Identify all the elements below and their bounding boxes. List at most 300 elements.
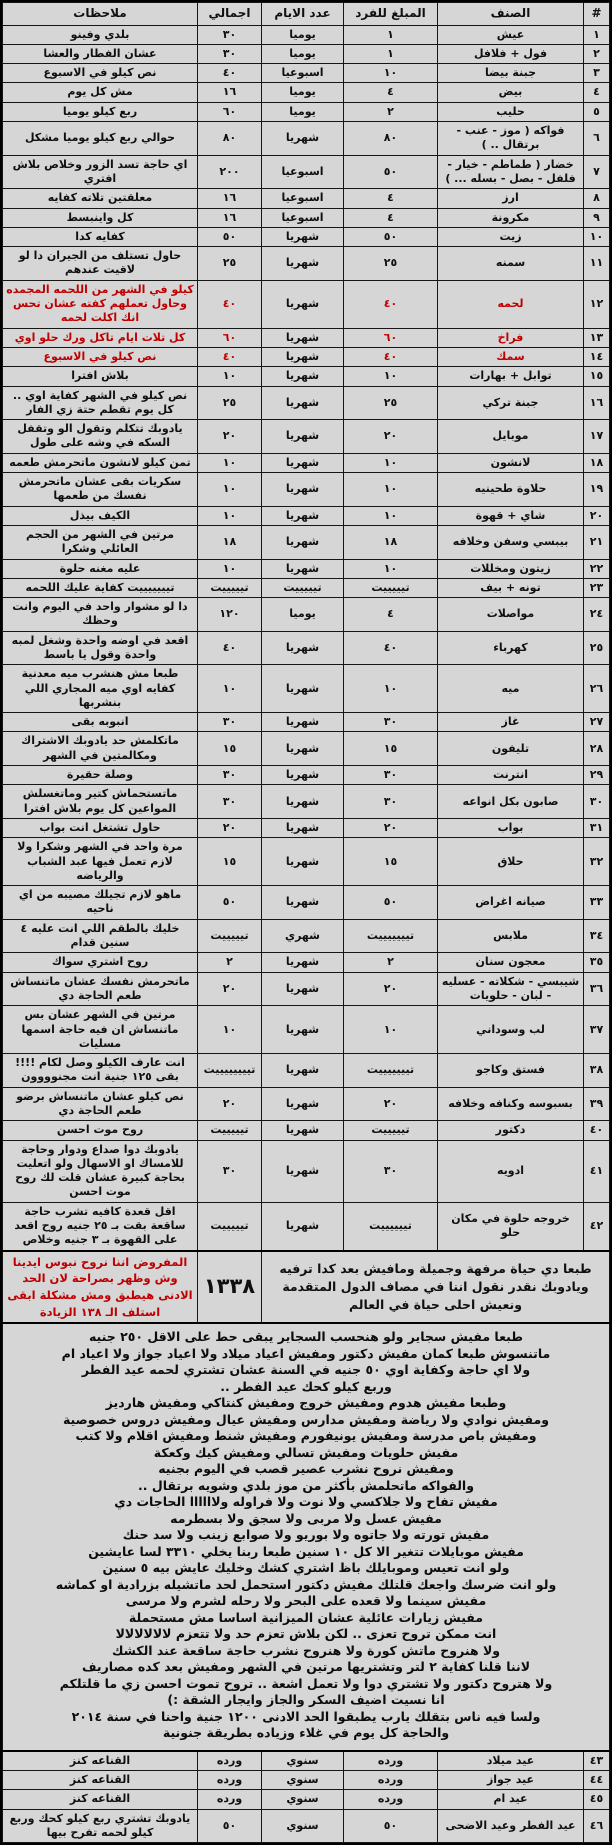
row-number: ١٥ [584, 367, 610, 386]
total-value: ١٢٠ [198, 598, 262, 632]
notes-text: القناعه كنز [3, 1751, 198, 1771]
commentary-line: والفواكه ماتحلمش بأكثر من موز بلدي وشويه برتقال .. [138, 1477, 474, 1493]
item-name: موبايل [438, 420, 584, 454]
frequency-value: شهريا [262, 473, 344, 507]
row-number: ١٨ [584, 453, 610, 472]
budget-row [3, 1121, 610, 1140]
col-header-item: الصنف [438, 3, 584, 26]
total-value: ٣٠ [198, 713, 262, 732]
frequency-value: شهريا [262, 347, 344, 366]
row-number: ٥ [584, 102, 610, 121]
total-value: ٢٠٠ [198, 155, 262, 189]
total-value: ٨٠ [198, 122, 262, 156]
commentary-line: ولا هتروح دكتور ولا تشتري دوا ولا تعمل اشعة .. تروح تموت احسن زي ما قلتلكم [59, 1675, 553, 1691]
row-number: ٢ [584, 44, 610, 63]
frequency-value: سنوي [262, 1751, 344, 1771]
item-name: عيد جواز [438, 1771, 584, 1790]
row-number: ٢٦ [584, 665, 610, 713]
frequency-value: يوميا [262, 102, 344, 121]
item-name: سمك [438, 347, 584, 366]
notes-text: الكيف بيذل [3, 506, 198, 525]
total-value: ١٥ [198, 732, 262, 766]
notes-text: كيلو في الشهر من اللحمه المجمده وحاول تعملهم كفته عشان تحس انك اكلت لحمه [3, 280, 198, 328]
notes-text: كل واينبسط [3, 208, 198, 227]
frequency-value: شهريا [262, 247, 344, 281]
frequency-value: شهريا [262, 420, 344, 454]
frequency-value: شهريا [262, 953, 344, 972]
item-name: معجون سنان [438, 953, 584, 972]
item-name: شاي + قهوة [438, 506, 584, 525]
notes-text: روح موت احسن [3, 1121, 198, 1140]
amount-per-person-value: ٦٠ [344, 328, 438, 347]
frequency-value: شهريا [262, 766, 344, 785]
item-name: ادويه [438, 1140, 584, 1202]
budget-row [3, 838, 610, 886]
notes-text: نص كيلو في الشهر كفاية اوي .. كل يوم تقطم حتة زي الفار [3, 386, 198, 420]
notes-text: اقعد في اوضه واحدة وشغل لمبه واحدة وقول يا باسط [3, 631, 198, 665]
amount-per-person-value: ٣٠ [344, 1140, 438, 1202]
commentary-line: مفيش حلويات ومفيش تسالي ومفيش كيك وكعكة [153, 1444, 459, 1460]
notes-text: ماتحرمش نفسك عشان ماتنساش طعم الحاجة دي [3, 972, 198, 1006]
item-name: ملابس [438, 919, 584, 953]
budget-row [3, 227, 610, 246]
item-name: تليفون [438, 732, 584, 766]
frequency-value: شهريا [262, 886, 344, 920]
amount-per-person-value: ٥٠ [344, 886, 438, 920]
amount-per-person-value: ٥٠ [344, 155, 438, 189]
commentary-line: انت ممكن تروح تعزى .. لكن بلاش تعزم حد ولا تتعزم لالالالالالا [115, 1626, 497, 1642]
grand-total: ١٣٣٨ [198, 1251, 262, 1324]
amount-per-person-value: ٥٠ [344, 227, 438, 246]
commentary-line: ولسا فيه ناس بتقلك يارب يطبقوا الحد الادنى ١٢٠٠ جنية واحنا في سنة ٢٠١٤ [71, 1708, 541, 1724]
summary-warning: المفروض اننا نروح نبوس ايدينا وش وظهر بصراحة لان الحد الادنى هيطبق ومش مشكلة ابقى استلف الـ ١٣٨ الزيادة [3, 1251, 198, 1324]
col-header-days-count: عدد الايام [262, 3, 344, 26]
item-name: صيانه اغراض [438, 886, 584, 920]
amount-per-person-value: ورده [344, 1771, 438, 1790]
budget-row [3, 665, 610, 713]
notes-text: وصلة حقيرة [3, 766, 198, 785]
row-number: ٤٦ [584, 1809, 610, 1843]
row-number: ١٠ [584, 227, 610, 246]
item-name: مواصلات [438, 598, 584, 632]
notes-text: نص كيلو عشان ماتنساش برضو طعم الحاجة دي [3, 1087, 198, 1121]
total-value: ٦٠ [198, 102, 262, 121]
row-number: ٢٣ [584, 578, 610, 597]
item-name: صابون بكل انواعه [438, 785, 584, 819]
budget-table [2, 2, 610, 1843]
total-value: ٢ [198, 953, 262, 972]
total-value: تيييييت [198, 578, 262, 597]
budget-row [3, 83, 610, 102]
total-value: ٥٠ [198, 227, 262, 246]
frequency-value: سنوي [262, 1809, 344, 1843]
frequency-value: يوميا [262, 25, 344, 44]
amount-per-person-value: ٢٠ [344, 420, 438, 454]
amount-per-person-value: ٤٠ [344, 631, 438, 665]
row-number: ٦ [584, 122, 610, 156]
budget-row [3, 559, 610, 578]
budget-row [3, 1087, 610, 1121]
frequency-value: شهريا [262, 122, 344, 156]
amount-per-person-value: ١٥ [344, 732, 438, 766]
item-name: عيد ميلاد [438, 1751, 584, 1771]
commentary-line: طبعا مفيش سجاير ولو هنحسب السجاير يبقى حط على الاقل ٢٥٠ جنيه [88, 1329, 524, 1345]
notes-text: حاول تستلف من الجيران دا لو لاقيت عندهم [3, 247, 198, 281]
amount-per-person-value: ٤ [344, 208, 438, 227]
total-value: ٣٠ [198, 25, 262, 44]
item-name: تونه + بيف [438, 578, 584, 597]
row-number: ٢٢ [584, 559, 610, 578]
budget-row [3, 953, 610, 972]
budget-row [3, 818, 610, 837]
budget-row [3, 1140, 610, 1202]
item-name: فستق وكاجو [438, 1054, 584, 1088]
notes-text: كفايه كدا [3, 227, 198, 246]
budget-row [3, 155, 610, 189]
row-number: ٣٩ [584, 1087, 610, 1121]
budget-row [3, 208, 610, 227]
item-name: مكرونة [438, 208, 584, 227]
total-value: ٤٠ [198, 347, 262, 366]
summary-statement: طبعا دي حياة مرفهة وجميلة ومافيش بعد كدا ترفيه ويادوبك نقدر نقول اننا في مصاف الدول المتقدمة ونعيش احلى حياة في العالم [262, 1251, 610, 1324]
item-name: زيتون ومخللات [438, 559, 584, 578]
commentary-row [3, 1323, 610, 1751]
frequency-value: شهريا [262, 328, 344, 347]
amount-per-person-value: ٨٠ [344, 122, 438, 156]
notes-text: انت عارف الكيلو وصل لكام !!!! بقى ١٢٥ جنية انت مجنوووون [3, 1054, 198, 1088]
row-number: ١٧ [584, 420, 610, 454]
frequency-value: شهريا [262, 1121, 344, 1140]
row-number: ٢٩ [584, 766, 610, 785]
row-number: ٢٠ [584, 506, 610, 525]
total-value: ١٥ [198, 838, 262, 886]
budget-row [3, 972, 610, 1006]
amount-per-person-value: ١ [344, 44, 438, 63]
total-value: ٥٠ [198, 1809, 262, 1843]
col-header-notes: ملاحظات [3, 3, 198, 26]
budget-row [3, 247, 610, 281]
notes-text: ربع كيلو يوميا [3, 102, 198, 121]
frequency-value: شهريا [262, 838, 344, 886]
notes-text: نص كيلو في الاسبوع [3, 64, 198, 83]
notes-text: عشان الفطار والعشا [3, 44, 198, 63]
budget-row [3, 1006, 610, 1054]
amount-per-person-value: ١٠ [344, 473, 438, 507]
budget-row [3, 766, 610, 785]
row-number: ١ [584, 25, 610, 44]
total-value: ٢٠ [198, 420, 262, 454]
commentary-line: مفيش موبايلات تتغير الا كل ١٠ سنين طبعا ربنا يخلي ٣٣١٠ لسا عايشين [88, 1543, 524, 1559]
commentary-line: والحاجة كل يوم في غلاء وزياده بطريقة جنونية [162, 1725, 450, 1741]
commentary-line: ومفيش باص مدرسة ومفيش يونيفورم ومفيش شنط ومفيش اقلام ولا كتب [75, 1428, 537, 1444]
notes-text: طبعا مش هنشرب ميه معدنية كفايه اوي ميه المجاري اللي بنشربها [3, 665, 198, 713]
budget-row [3, 1054, 610, 1088]
amount-per-person-value: ٣٠ [344, 713, 438, 732]
total-value: ١٠ [198, 559, 262, 578]
notes-text: تمن كيلو لانشون ماتحرمش طعمه [3, 453, 198, 472]
row-number: ٣١ [584, 818, 610, 837]
item-name: حلاق [438, 838, 584, 886]
frequency-value: شهريا [262, 665, 344, 713]
total-value: ١٨ [198, 525, 262, 559]
notes-text: بلاش افترا [3, 367, 198, 386]
notes-text: كل تلات ايام تاكل ورك حلو اوي [3, 328, 198, 347]
total-value: ١٦ [198, 189, 262, 208]
row-number: ٣٧ [584, 1006, 610, 1054]
total-value: تييييييييت [198, 1054, 262, 1088]
budget-row [3, 102, 610, 121]
item-name: حلاوة طحينيه [438, 473, 584, 507]
notes-text: مرتين في الشهر من الحجم العائلي وشكرا [3, 525, 198, 559]
total-value: ١٠ [198, 367, 262, 386]
amount-per-person-value: ١٨ [344, 525, 438, 559]
total-value: ١٦ [198, 83, 262, 102]
frequency-value: شهريا [262, 453, 344, 472]
amount-per-person-value: ٤ [344, 189, 438, 208]
commentary-line: مفيش تفاح ولا جلاكسي ولا نوت ولا فراوله ولاااااا الحاجات دي [114, 1494, 498, 1510]
budget-row-annual [3, 1771, 610, 1790]
amount-per-person-value: ١٠ [344, 453, 438, 472]
row-number: ٤٥ [584, 1790, 610, 1809]
notes-text: حوالي ربع كيلو يوميا مشكل [3, 122, 198, 156]
notes-text: مرتين في الشهر عشان بس ماتنساش ان فيه حاجة اسمها مسليات [3, 1006, 198, 1054]
notes-text: روح اشتري سواك [3, 953, 198, 972]
frequency-value: شهريا [262, 386, 344, 420]
amount-per-person-value: ١٠ [344, 506, 438, 525]
amount-per-person-value: ورده [344, 1751, 438, 1771]
row-number: ١١ [584, 247, 610, 281]
frequency-value: شهريا [262, 1140, 344, 1202]
col-header-number: # [584, 3, 610, 26]
row-number: ٣٣ [584, 886, 610, 920]
amount-per-person-value: ١٠ [344, 1006, 438, 1054]
commentary-block [3, 1323, 610, 1751]
budget-row [3, 420, 610, 454]
amount-per-person-value: ٢٠ [344, 972, 438, 1006]
amount-per-person-value: تييييييت [344, 1202, 438, 1250]
commentary-line: مفيش زيارات عائلية عشان الميزانية اساسا مش مستحملة [128, 1609, 484, 1625]
amount-per-person-value: ١٠ [344, 64, 438, 83]
notes-text: اقل قعدة كافيه تشرب حاجة ساقعة بقت بـ ٢٥ جنيه روح اقعد على القهوة بـ ٣ جنيه وخلاص [3, 1202, 198, 1250]
row-number: ٢٥ [584, 631, 610, 665]
frequency-value: اسبوعيا [262, 189, 344, 208]
amount-per-person-value: ورده [344, 1790, 438, 1809]
total-value: ٢٠ [198, 972, 262, 1006]
amount-per-person-value: ٢ [344, 953, 438, 972]
header-row [3, 3, 610, 26]
budget-row [3, 631, 610, 665]
item-name: دكتور [438, 1121, 584, 1140]
frequency-value: شهريا [262, 367, 344, 386]
commentary-line: ماتنسوش طبعا كمان مفيش دكتور ومفيش اعياد ميلاد ولا اعياد جواز ولا اعياد ام [61, 1345, 551, 1361]
amount-per-person-value: ١٥ [344, 838, 438, 886]
total-value: تيييييت [198, 1121, 262, 1140]
item-name: بيبسي وسفن وخلافه [438, 525, 584, 559]
frequency-value: يوميا [262, 83, 344, 102]
frequency-value: شهريا [262, 732, 344, 766]
amount-per-person-value: تيييييت [344, 578, 438, 597]
notes-text: مش كل يوم [3, 83, 198, 102]
row-number: ٢١ [584, 525, 610, 559]
budget-row [3, 525, 610, 559]
row-number: ٣٦ [584, 972, 610, 1006]
total-value: ورده [198, 1771, 262, 1790]
frequency-value: سنوي [262, 1771, 344, 1790]
item-name: فواكه ( موز - عنب - برتقال .. ) [438, 122, 584, 156]
frequency-value: شهريا [262, 227, 344, 246]
item-name: حليب [438, 102, 584, 121]
row-number: ٩ [584, 208, 610, 227]
commentary-line: انا نسيت اضيف السكر والجاز وايجار الشقة :) [167, 1692, 445, 1708]
total-value: ٣٠ [198, 785, 262, 819]
notes-text: دا لو مشوار واحد في اليوم وانت وحظك [3, 598, 198, 632]
total-value: ٤٠ [198, 64, 262, 83]
notes-text: بلدي وفينو [3, 25, 198, 44]
row-number: ٣٤ [584, 919, 610, 953]
item-name: خضار ( طماطم - خيار - فلفل - بصل - بسله ... ) [438, 155, 584, 189]
notes-text: يادوبك تشتري ربع كيلو كحك وربع كيلو لحمه تفرح بيها [3, 1809, 198, 1843]
summary-and-commentary-body [3, 1251, 610, 1751]
item-name: عيد ام [438, 1790, 584, 1809]
row-number: ٢٨ [584, 732, 610, 766]
row-number: ٤٢ [584, 1202, 610, 1250]
total-value: تيييييت [198, 1202, 262, 1250]
total-value: ٥٠ [198, 886, 262, 920]
notes-text: مرة واحد في الشهر وشكرا ولا لازم تعمل فيها عبد الشباب والرياضه [3, 838, 198, 886]
frequency-value: شهريا [262, 713, 344, 732]
budget-row [3, 189, 610, 208]
frequency-value: شهريا [262, 559, 344, 578]
amount-per-person-value: ٢٥ [344, 247, 438, 281]
commentary-line: ولا اي حاجة وكفاية اوي ٥٠ جنيه في السنة عشان تشتري لحمه عيد الفطر [81, 1362, 531, 1378]
total-value: ٣٠ [198, 44, 262, 63]
col-header-amount-per-person: المبلغ للفرد [344, 3, 438, 26]
frequency-value: شهريا [262, 280, 344, 328]
amount-per-person-value: تيييييييت [344, 1054, 438, 1088]
item-name: فراخ [438, 328, 584, 347]
item-name: جبنة تركي [438, 386, 584, 420]
budget-row [3, 25, 610, 44]
frequency-value: شهريا [262, 785, 344, 819]
row-number: ١٤ [584, 347, 610, 366]
notes-text: يادوبك تتكلم وتقول الو وتقفل السكه في وشه على طول [3, 420, 198, 454]
amount-per-person-value: ٤٠ [344, 280, 438, 328]
total-value: ٢٠ [198, 1087, 262, 1121]
total-value: تيييييت [198, 919, 262, 953]
frequency-value: سنوي [262, 1790, 344, 1809]
row-number: ٤ [584, 83, 610, 102]
budget-row-annual [3, 1790, 610, 1809]
item-name: جبنة بيضا [438, 64, 584, 83]
item-name: لحمه [438, 280, 584, 328]
total-value: ١٠ [198, 1006, 262, 1054]
budget-row [3, 713, 610, 732]
commentary-line: وطبعا مفيش هدوم ومفيش خروج ومفيش كنتاكي ومفيش هارديز [105, 1395, 507, 1411]
amount-per-person-value: ٢٠ [344, 1087, 438, 1121]
commentary-line: ولو انت تعيس وموبايلك باظ اشتري كشك وخليك عايش بيه ٥ سنين [102, 1560, 510, 1576]
amount-per-person-value: ٤ [344, 83, 438, 102]
row-number: ٤٤ [584, 1771, 610, 1790]
frequency-value: يوميا [262, 44, 344, 63]
frequency-value: شهري [262, 919, 344, 953]
frequency-value: شهريا [262, 1202, 344, 1250]
commentary-line: ومفيش نوادي ولا رياضة ومفيش مدارس ومفيش عيال ومفيش دروس خصوصية [62, 1411, 550, 1427]
item-name: سمنه [438, 247, 584, 281]
budget-row [3, 886, 610, 920]
notes-text: يادوبك دوا صداع ودوار وحاجة للامساك او الاسهال ولو اتعليت بحاجة كبيرة عشان قلت لك روح موت احسن [3, 1140, 198, 1202]
total-value: ٣٠ [198, 766, 262, 785]
budget-row [3, 453, 610, 472]
amount-per-person-value: ٤٠ [344, 347, 438, 366]
frequency-value: شهريا [262, 506, 344, 525]
notes-text: حاول تشتغل انت بواب [3, 818, 198, 837]
amount-per-person-value: تيييييييت [344, 919, 438, 953]
total-value: ورده [198, 1790, 262, 1809]
item-name: عيش [438, 25, 584, 44]
notes-text: ماتكلمش حد يادوبك الاشتراك ومكالمتين في الشهر [3, 732, 198, 766]
commentary-line: ولو انت ضرسك واجعك قلتلك مفيش دكتور استحمل لحد ماتشيله بزرادية او كماشه [55, 1576, 557, 1592]
notes-text: تيييييييت كفاية عليك اللحمه [3, 578, 198, 597]
notes-text: اي حاجة تسد الزور وخلاص بلاش افتري [3, 155, 198, 189]
budget-row [3, 122, 610, 156]
total-value: ١٠ [198, 453, 262, 472]
row-number: ٣٠ [584, 785, 610, 819]
budget-row [3, 386, 610, 420]
row-number: ٧ [584, 155, 610, 189]
commentary-lines [6, 1329, 606, 1742]
frequency-value: شهريا [262, 972, 344, 1006]
budget-row [3, 44, 610, 63]
annual-rows-body [3, 1751, 610, 1843]
notes-text: نص كيلو في الاسبوع [3, 347, 198, 366]
amount-per-person-value: ٥٠ [344, 1809, 438, 1843]
notes-text: معلقتين تلاته كفايه [3, 189, 198, 208]
budget-row [3, 506, 610, 525]
amount-per-person-value: ٤ [344, 598, 438, 632]
total-value: ٣٠ [198, 1140, 262, 1202]
budget-row [3, 280, 610, 328]
item-name: زيت [438, 227, 584, 246]
item-name: لانشون [438, 453, 584, 472]
item-name: خروجه حلوة في مكان حلو [438, 1202, 584, 1250]
frequency-value: شهريا [262, 525, 344, 559]
notes-text: ماتستحماش كتير وماتغسلش المواعين كل يوم بلاش افترا [3, 785, 198, 819]
row-number: ٣٥ [584, 953, 610, 972]
amount-per-person-value: ١ [344, 25, 438, 44]
total-value: ١٠ [198, 665, 262, 713]
row-number: ١٩ [584, 473, 610, 507]
row-number: ٣٢ [584, 838, 610, 886]
budget-row [3, 473, 610, 507]
frequency-value: شهريا [262, 631, 344, 665]
frequency-value: شهريا [262, 1006, 344, 1054]
frequency-value: اسبوعيا [262, 208, 344, 227]
budget-row-annual [3, 1751, 610, 1771]
frequency-value: شهريا [262, 1054, 344, 1088]
total-value: ورده [198, 1751, 262, 1771]
amount-per-person-value: ٣٠ [344, 766, 438, 785]
total-value: ٢٠ [198, 818, 262, 837]
amount-per-person-value: ٢ [344, 102, 438, 121]
amount-per-person-value: ١٠ [344, 665, 438, 713]
row-number: ٣٨ [584, 1054, 610, 1088]
amount-per-person-value: ٢٥ [344, 386, 438, 420]
budget-row [3, 367, 610, 386]
budget-row [3, 598, 610, 632]
commentary-line: وربع كيلو كحك عيد الفطر .. [220, 1378, 392, 1394]
commentary-line: ولا هنروح ماتش كورة ولا هنروح نشرب حاجة ساقعة عند الكشك [111, 1642, 501, 1658]
commentary-line: مفيش سينما ولا قعده على البحر ولا رحله لشرم ولا مرسى [125, 1593, 487, 1609]
